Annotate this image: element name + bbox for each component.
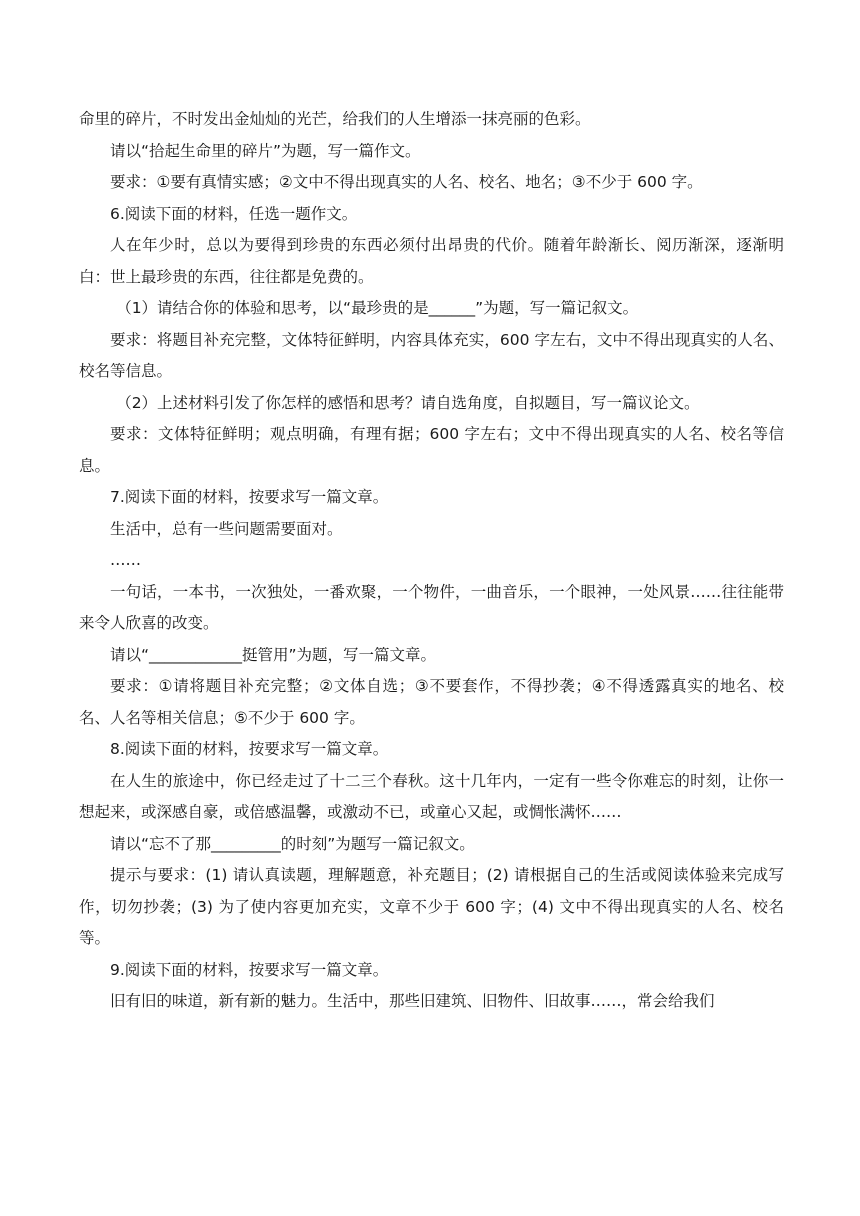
material-ellipsis: …… — [110, 551, 141, 569]
question-heading-9: 9.阅读下面的材料，按要求写一篇文章。 — [110, 960, 389, 979]
question-heading-7: 7.阅读下面的材料，按要求写一篇文章。 — [110, 488, 389, 506]
essay-requirements: 要求：①要有真情实感；②文中不得出现真实的人名、校名、地名；③不少于 600 字。 — [110, 173, 703, 191]
essay-requirements: 要求：①请将题目补充完整；②文体自选；③不要套作，不得抄袭；④不得透露真实的地名、校名、人名等相关信息；⑤不少于 600 字。 — [79, 677, 784, 727]
question-heading-8: 8.阅读下面的材料，按要求写一篇文章。 — [110, 740, 389, 758]
essay-requirements: 提示与要求：(1) 请认真读题，理解题意，补充题目；(2) 请根据自己的生活或阅读体验来完成写作，切勿抄袭；(3) 为了使内容更加充实，文章不少于 600 字；(4) 文中不得出现真实的人名、校名等。 — [79, 866, 784, 947]
essay-requirements: 要求：将题目补充完整，文体特征鲜明，内容具体充实，600 字左右，文中不得出现真实的人名、校名等信息。 — [79, 330, 784, 380]
essay-requirements: 要求：文体特征鲜明；观点明确，有理有据；600 字左右；文中不得出现真实的人名、校名等信息。 — [79, 425, 784, 475]
essay-prompt: 请以“拾起生命里的碎片”为题，写一篇作文。 — [110, 141, 421, 160]
document-page — [79, 104, 784, 1018]
question-heading-6: 6.阅读下面的材料，任选一题作文。 — [110, 204, 358, 223]
material-continuation: 命里的碎片，不时发出金灿灿的光芒，给我们的人生增添一抹亮丽的色彩。 — [79, 110, 591, 128]
material-text: 在人生的旅途中，你已经走过了十二三个春秋。这十几年内，一定有一些令你难忘的时刻，让你一想起来，或深感自豪，或倍感温馨，或激动不已，或童心又起，或惆怅满怀…… — [79, 771, 784, 821]
material-text: 旧有旧的味道，新有新的魅力。生活中，那些旧建筑、旧物件、旧故事……，常会给我们 — [110, 992, 715, 1010]
material-text: 生活中，总有一些问题需要面对。 — [110, 519, 343, 538]
material-text: 人在年少时，总以为要得到珍贵的东西必须付出昂贵的代价。随着年龄渐长、阅历渐深，逐渐明白：世上最珍贵的东西，往往都是免费的。 — [79, 236, 784, 286]
sub-question-2: （2）上述材料引发了你怎样的感悟和思考？请自选角度，自拟题目，写一篇议论文。 — [116, 393, 700, 412]
essay-prompt: 请以“____________挺管用”为题，写一篇文章。 — [110, 645, 437, 664]
essay-prompt: 请以“忘不了那_________的时刻”为题写一篇记叙文。 — [110, 834, 475, 853]
material-text: 一句话，一本书，一次独处，一番欢聚，一个物件，一曲音乐，一个眼神，一处风景……往往能带来令人欣喜的改变。 — [79, 582, 784, 632]
sub-question-1: （1）请结合你的体验和思考，以“最珍贵的是______”为题，写一篇记叙文。 — [116, 299, 639, 317]
